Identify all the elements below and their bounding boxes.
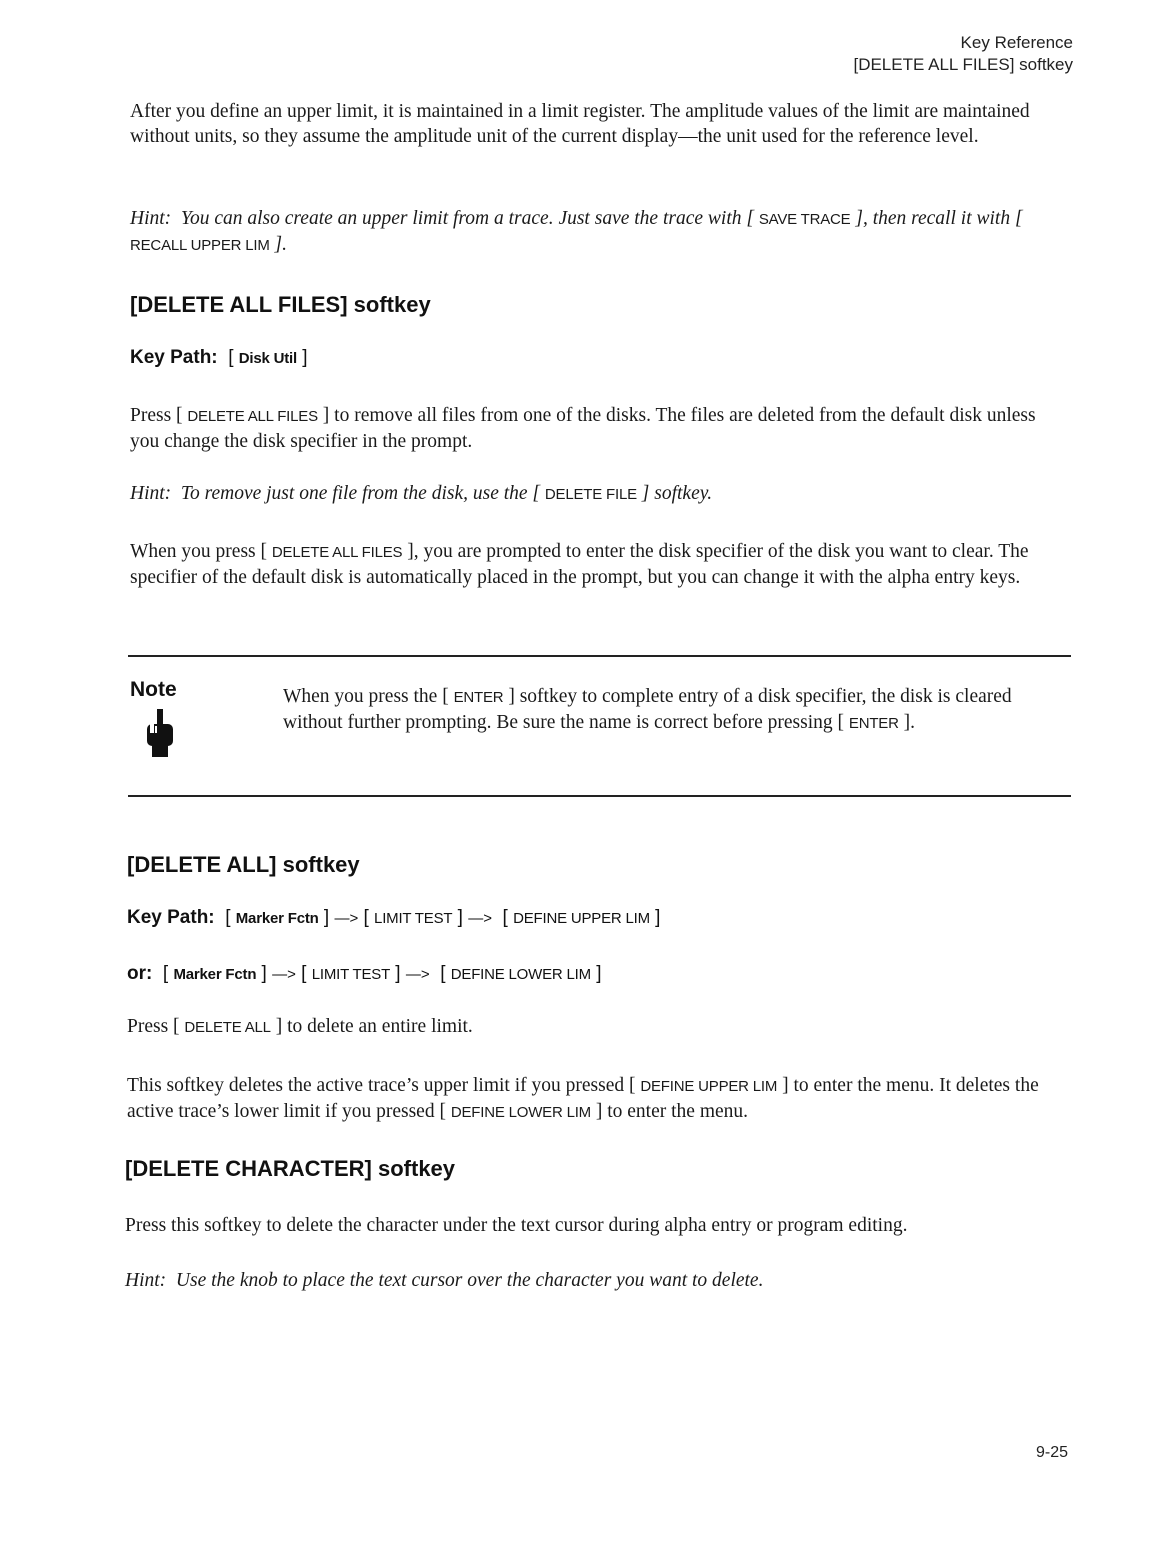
pointing-hand-icon bbox=[143, 708, 177, 758]
softkey-limit-test: LIMIT TEST bbox=[374, 910, 453, 927]
text-run: Press bbox=[130, 405, 172, 426]
hint-label: Hint: bbox=[130, 208, 172, 229]
text-run: to remove all files from one of the disks. The files are deleted from the default disk unless you change the disk specifier in the prompt. bbox=[130, 405, 1036, 452]
arrow: —> bbox=[405, 966, 430, 983]
delete-all-description-paragraph: This softkey deletes the active trace’s upper limit if you pressed [ DEFINE UPPER LIM ] to enter the menu. It deletes the active trace’s lower limit if you pressed [ DEFINE LOWER LIM ] to enter the menu. bbox=[127, 1075, 1039, 1122]
section-title-delete-all-files: [DELETE ALL FILES] softkey bbox=[130, 292, 431, 317]
softkey-define-lower-lim: DEFINE LOWER LIM bbox=[450, 966, 591, 983]
arrow: —> bbox=[468, 910, 492, 927]
hint-label: Hint: bbox=[130, 483, 172, 504]
text-run: , you are prompted to enter the disk specifier of the disk you want to clear. The specifier of the default disk is automatically placed in the prompt, but you can change it with the alpha entry keys. bbox=[130, 541, 1029, 588]
text-run: . bbox=[910, 712, 915, 733]
softkey-limit-test: LIMIT TEST bbox=[311, 966, 391, 983]
hint-text: Use the knob to place the text cursor over the character you want to delete. bbox=[175, 1270, 764, 1291]
text-run: This softkey deletes the active trace’s upper limit if you pressed bbox=[127, 1075, 625, 1096]
softkey-delete-all-files: DELETE ALL FILES bbox=[187, 408, 318, 425]
softkey-enter: ENTER bbox=[453, 689, 504, 706]
running-header bbox=[853, 32, 1073, 76]
hint-text: softkey. bbox=[654, 483, 713, 504]
delete-all-files-hint: Hint: To remove just one file from the disk, use the [ DELETE FILE ] softkey. bbox=[130, 483, 713, 504]
key-path-disk-util: Key Path: [ Disk Util ] bbox=[130, 347, 308, 368]
section-title-delete-all: [DELETE ALL] softkey bbox=[127, 852, 360, 877]
softkey-save-trace: SAVE TRACE bbox=[758, 211, 851, 228]
hint-text: You can also create an upper limit from a trace. Just save the trace with bbox=[180, 208, 742, 229]
key-path-alternate: or: [ Marker Fctn ] —> [ LIMIT TEST ] —> [ DEFINE LOWER LIM ] bbox=[127, 963, 602, 984]
hardkey-disk-util: Disk Util bbox=[238, 350, 297, 367]
intro-paragraph: After you define an upper limit, it is maintained in a limit register. The amplitude values of the limit are maintained without units, so they assume the amplitude unit of the current display—the unit used for the reference level. bbox=[130, 101, 1030, 147]
softkey-define-lower-lim: DEFINE LOWER LIM bbox=[450, 1104, 591, 1121]
softkey-recall-upper-lim: RECALL UPPER LIM bbox=[130, 237, 270, 254]
note-top-rule bbox=[128, 655, 1071, 657]
text-run: When you press the bbox=[283, 686, 438, 707]
delete-all-files-press-paragraph: Press [ DELETE ALL FILES ] to remove all files from one of the disks. The files are deleted from the default disk unless you change the disk specifier in the prompt. bbox=[130, 405, 1036, 452]
key-path-label: Key Path: bbox=[127, 907, 215, 928]
note-text: When you press the [ ENTER ] softkey to complete entry of a disk specifier, the disk is cleared without further prompting. Be sure the name is correct before pressing [ ENTER ]. bbox=[283, 686, 1012, 733]
text-run: to enter the menu. bbox=[607, 1101, 749, 1122]
softkey-define-upper-lim: DEFINE UPPER LIM bbox=[640, 1078, 778, 1095]
text-run: softkey to complete entry of a disk specifier, the disk is cleared without further prompting. Be sure the name is correct before pressing bbox=[283, 686, 1012, 733]
intro-hint: Hint: You can also create an upper limit from a trace. Just save the trace with [ SAVE TRACE ], then recall it with [ RECALL UPPER LIM ]. bbox=[130, 208, 1023, 255]
key-path-label: Key Path: bbox=[130, 347, 218, 368]
note-label: Note bbox=[130, 678, 177, 701]
hardkey-marker-fctn: Marker Fctn bbox=[173, 966, 257, 983]
note-bottom-rule bbox=[128, 795, 1071, 797]
delete-character-hint bbox=[125, 1268, 1070, 1293]
softkey-enter: ENTER bbox=[848, 715, 899, 732]
page-number: 9-25 bbox=[1035, 1444, 1068, 1461]
or-label: or: bbox=[127, 963, 153, 984]
softkey-define-upper-lim: DEFINE UPPER LIM bbox=[513, 910, 650, 927]
hint-period: . bbox=[282, 234, 287, 255]
running-header-section: [DELETE ALL FILES] softkey bbox=[853, 55, 1073, 74]
hint-label: Hint: bbox=[125, 1270, 167, 1291]
text-run: When you press bbox=[130, 541, 256, 562]
text-run: Press bbox=[127, 1016, 169, 1037]
delete-all-files-when-paragraph: When you press [ DELETE ALL FILES ], you are prompted to enter the disk specifier of the disk you want to clear. The specifier of the default disk is automatically placed in the prompt, but you can change it with the alpha entry keys. bbox=[130, 541, 1029, 588]
softkey-delete-all: DELETE ALL bbox=[184, 1019, 271, 1036]
delete-character-paragraph: Press this softkey to delete the character under the text cursor during alpha entry or program editing. bbox=[125, 1215, 908, 1236]
softkey-delete-file: DELETE FILE bbox=[544, 486, 637, 503]
text-run: to delete an entire limit. bbox=[287, 1016, 473, 1037]
delete-all-press-paragraph: Press [ DELETE ALL ] to delete an entire limit. bbox=[127, 1016, 473, 1037]
arrow: —> bbox=[334, 910, 359, 927]
running-header-title: Key Reference bbox=[960, 33, 1073, 52]
text-run: to enter the menu. It deletes the active trace’s lower limit if you pressed bbox=[127, 1075, 1039, 1122]
hint-text: , then recall it with bbox=[862, 208, 1011, 229]
arrow: —> bbox=[272, 966, 296, 983]
hardkey-marker-fctn: Marker Fctn bbox=[235, 910, 319, 927]
section-title-delete-character: [DELETE CHARACTER] softkey bbox=[125, 1156, 456, 1181]
hint-text: To remove just one file from the disk, use the bbox=[180, 483, 528, 504]
key-path-delete-all: Key Path: [ Marker Fctn ] —> [ LIMIT TEST ] —> [ DEFINE UPPER LIM ] bbox=[127, 907, 661, 928]
softkey-delete-all-files: DELETE ALL FILES bbox=[271, 544, 403, 561]
